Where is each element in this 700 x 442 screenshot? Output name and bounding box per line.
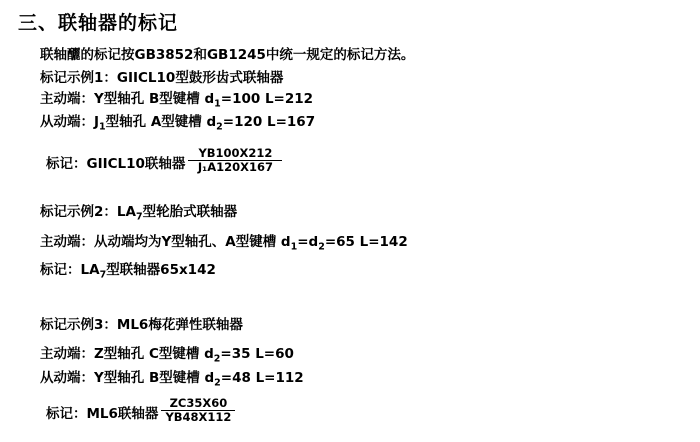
example3-drive-end-post: =35 L=60: [220, 346, 294, 362]
example2-ends: [40, 235, 408, 253]
example2-title-post: 型轮胎式联轴器: [142, 204, 238, 220]
example2-mark: [40, 263, 216, 281]
example1-drive-end-pre: 主动端：Y型轴孔 B型键槽 d: [40, 91, 215, 107]
example2-ends-post: =65 L=142: [324, 234, 408, 250]
example2-ends-mid: =d: [297, 234, 319, 250]
example1-driven-end-sub2: 2: [216, 121, 223, 133]
example3-mark: [46, 398, 235, 425]
example3-driven-end-pre: 从动端：Y型轴孔 B型键槽 d: [40, 370, 215, 386]
example1-drive-end-post: =100 L=212: [220, 91, 314, 107]
example3-driven-end: [40, 371, 304, 389]
example1-driven-end-post: =120 L=167: [222, 114, 316, 130]
example2-mark-post: 型联轴器65x142: [106, 262, 216, 278]
example1-mark-numerator: YB100X212: [198, 146, 273, 160]
page-title: 三、联轴器的标记: [18, 12, 179, 34]
example2-title-pre: 标记示例2：LA: [40, 204, 136, 220]
example1-driven-end-mid: 型轴孔 A型键槽 d: [105, 114, 217, 130]
example2-mark-sub: 7: [99, 269, 107, 281]
example1-driven-end-sub1: 1: [99, 121, 106, 133]
example1-title: 标记示例1：GIICL10型鼓形齿式联轴器: [40, 70, 284, 86]
example1-mark-denominator: J₁A120X167: [188, 160, 282, 174]
example3-drive-end: [40, 347, 294, 365]
example1-drive-end-sub: 1: [214, 98, 221, 110]
example3-mark-numerator: ZC35X60: [169, 396, 228, 410]
example3-driven-end-sub: 2: [214, 377, 221, 389]
example2-title: [40, 205, 237, 223]
example2-ends-sub1: 1: [290, 241, 298, 253]
example2-title-sub: 7: [135, 211, 143, 223]
example1-drive-end: [40, 92, 313, 110]
example3-drive-end-pre: 主动端：Z型轴孔 C型键槽 d: [40, 346, 214, 362]
example2-ends-pre: 主动端：从动端均为Y型轴孔、A型键槽 d: [40, 234, 291, 250]
example3-mark-label: 标记：ML6联轴器: [46, 405, 159, 422]
example3-mark-fraction: [161, 397, 235, 424]
example3-mark-denominator: YB48X112: [161, 410, 235, 424]
example2-ends-sub2: 2: [318, 241, 325, 253]
example2-mark-pre: 标记：LA: [40, 262, 100, 278]
example1-mark-label: 标记：GIICL10联轴器: [46, 155, 186, 172]
example1-mark-fraction: [188, 147, 282, 174]
example3-drive-end-sub: 2: [213, 353, 221, 365]
example3-title: 标记示例3：ML6梅花弹性联轴器: [40, 317, 243, 333]
example1-mark: [46, 148, 282, 175]
example3-driven-end-post: =48 L=112: [220, 370, 304, 386]
example1-driven-end-pre: 从动端：J: [40, 114, 100, 130]
intro-text: 联轴釃的标记按GB3852和GB1245中统一规定的标记方法。: [40, 47, 415, 63]
example1-driven-end: [40, 115, 315, 133]
